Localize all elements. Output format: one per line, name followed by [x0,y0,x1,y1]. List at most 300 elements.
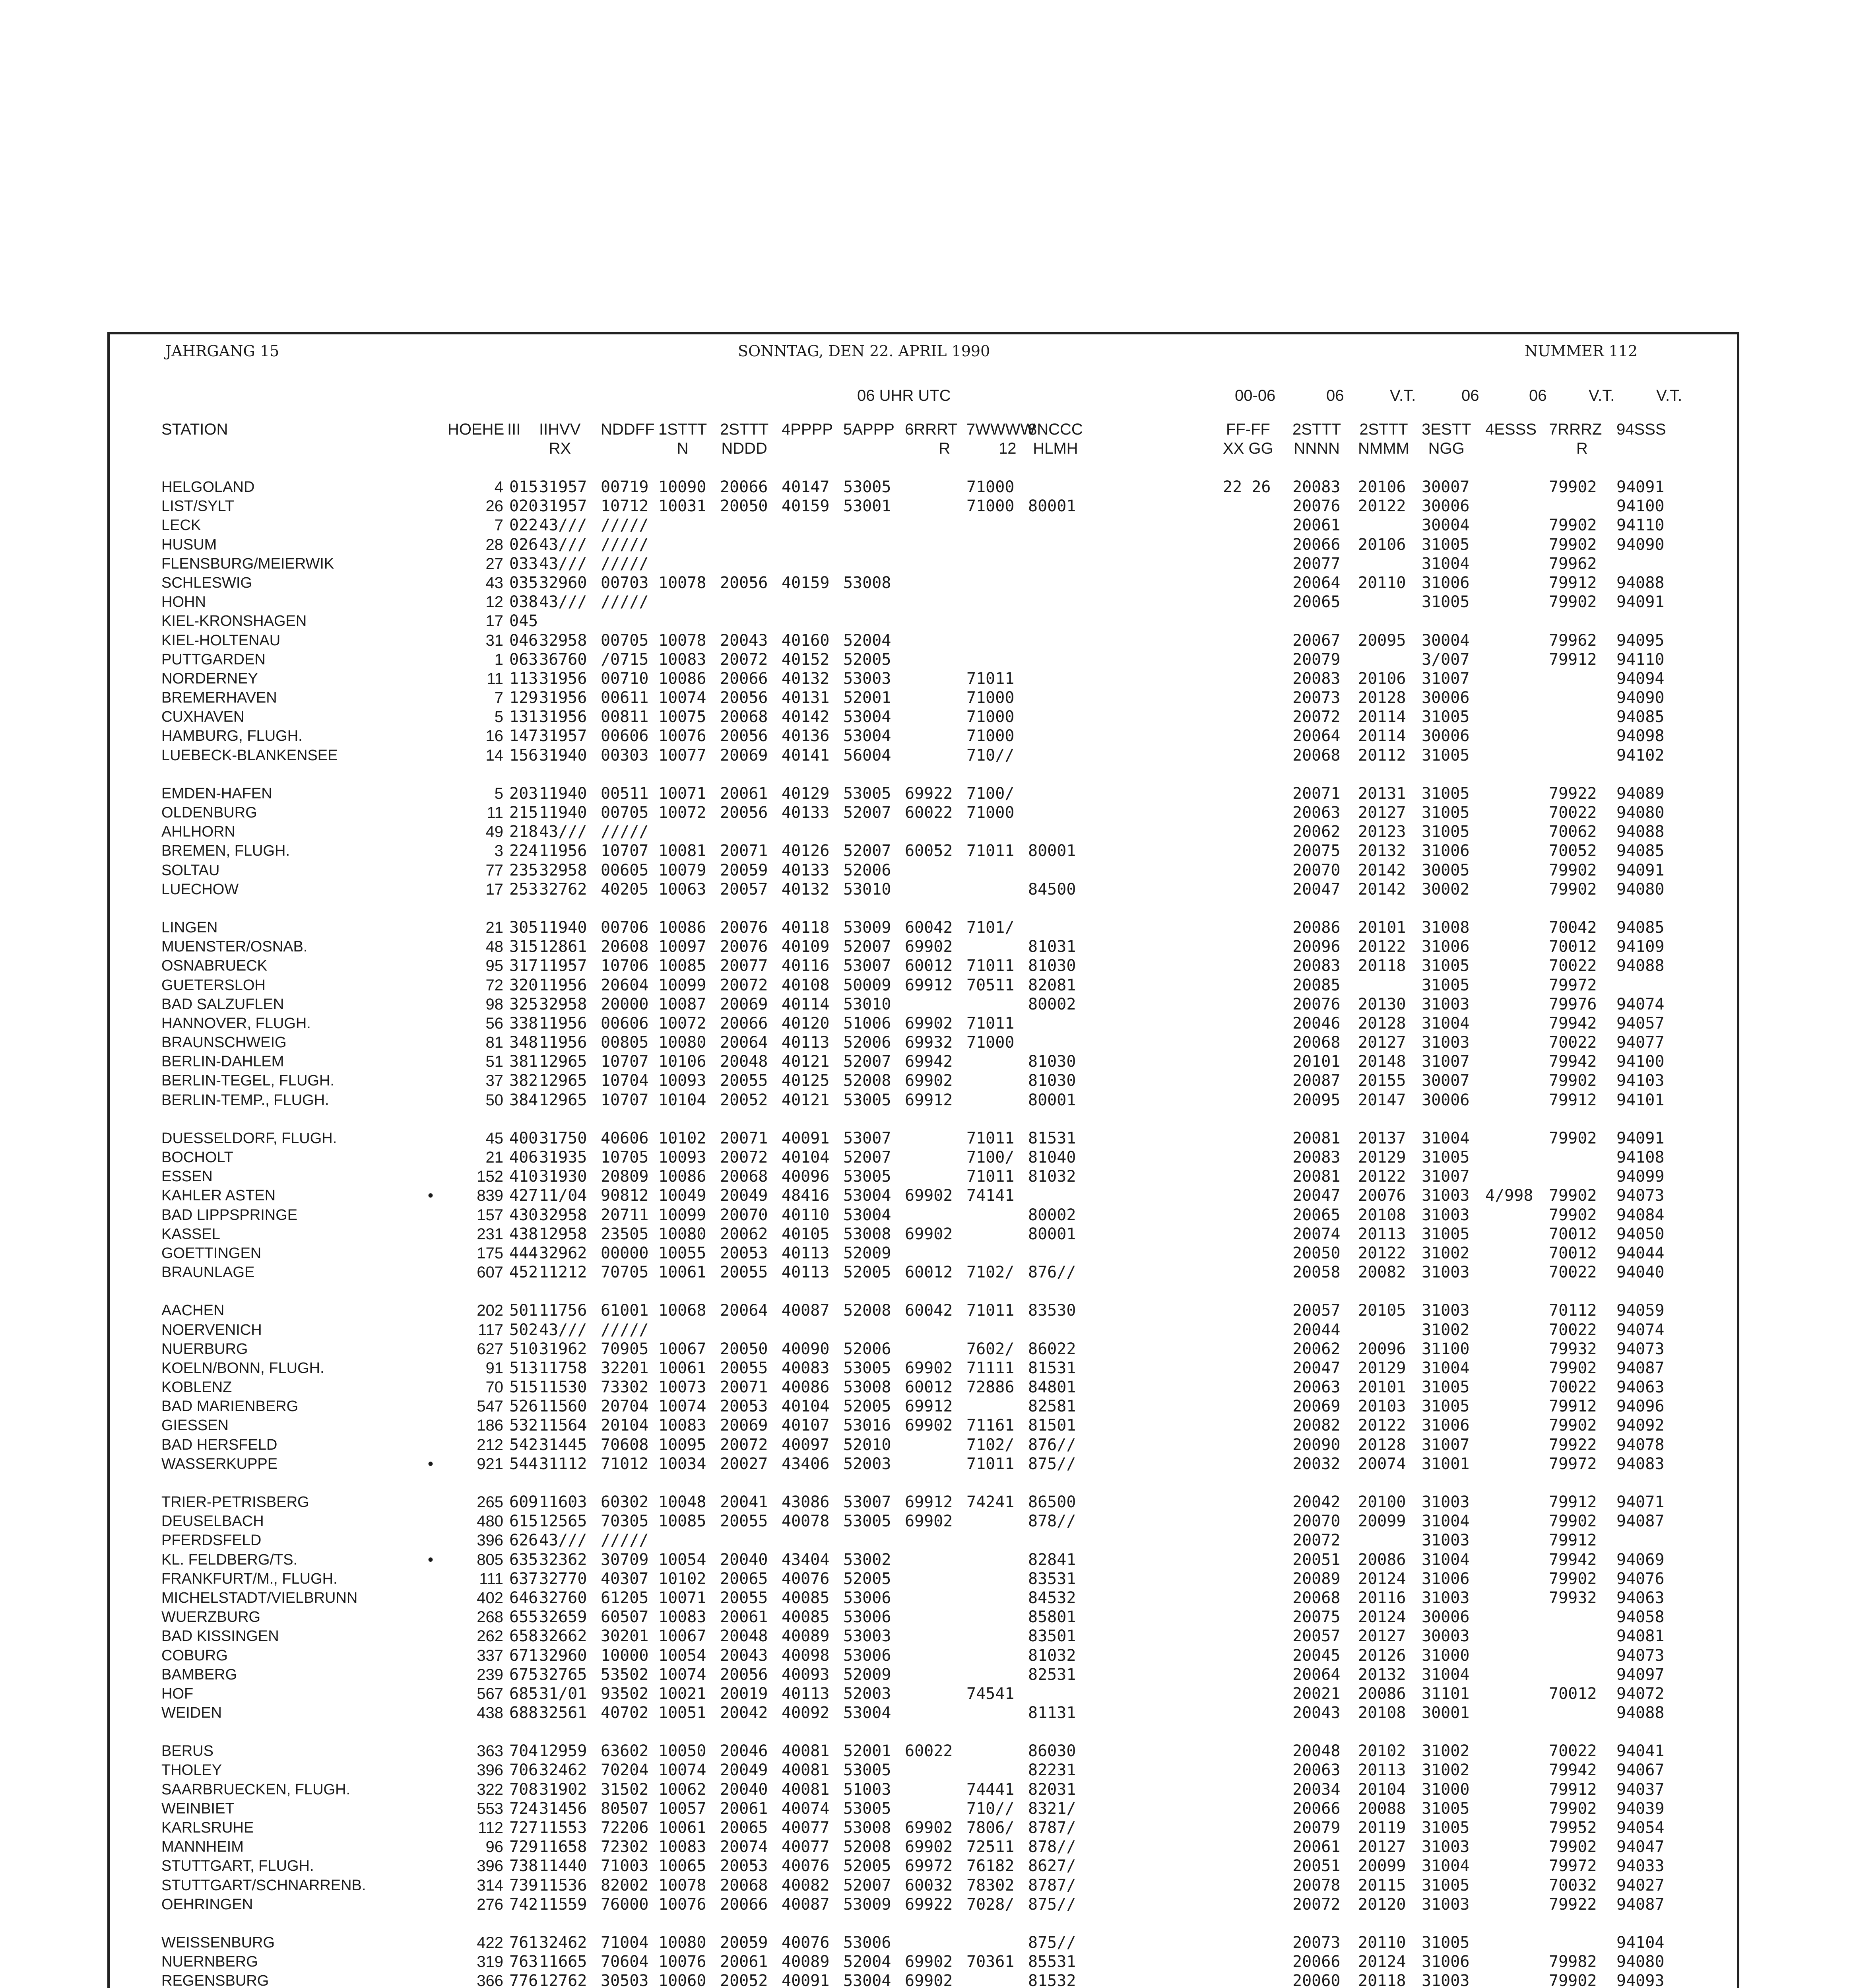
synop-code: 94110 [1616,516,1665,535]
synop-code: 20040 [720,1780,768,1799]
synop-code: 94047 [1616,1838,1665,1856]
station-height: 17 [485,612,503,630]
station-name: NUERBURG [161,1340,248,1357]
synop-code: 53005 [843,784,891,803]
synop-code: 79912 [1549,1493,1597,1511]
station-height: 547 [477,1398,503,1415]
synop-code: 69902 [905,1072,953,1090]
synop-code: 20057 [1292,1301,1341,1320]
table-row [110,726,1737,746]
station-height: 28 [485,536,503,553]
column-header: 94SSS [1616,421,1666,438]
synop-code: 31004 [1422,1857,1470,1875]
synop-code: 30003 [1422,1627,1470,1646]
synop-code: 31957 [539,497,587,516]
synop-code: 10078 [658,573,706,592]
station-id: 325 [509,995,538,1013]
synop-code: 79962 [1549,554,1597,573]
station-name: PUTTGARDEN [161,651,266,668]
synop-code: 11756 [539,1301,587,1320]
synop-code: 71000 [966,497,1015,516]
station-id: 218 [509,823,538,841]
station-id: 430 [509,1206,538,1224]
synop-code: 20105 [1358,1301,1406,1320]
synop-code: 20061 [720,1608,768,1627]
synop-code: 94057 [1616,1014,1665,1033]
station-height: 276 [477,1895,503,1913]
synop-code: 43/// [539,535,587,554]
table-row [110,956,1737,975]
station-height: 98 [485,995,503,1013]
synop-code: 20069 [1292,1397,1341,1416]
table-row [110,478,1737,497]
station-name: BERLIN-DAHLEM [161,1053,284,1070]
synop-code: 20062 [1292,1340,1341,1358]
station-name: KOBLENZ [161,1379,232,1396]
synop-code: 12958 [539,1225,587,1243]
station-name: WUERZBURG [161,1609,261,1626]
synop-code: 70022 [1549,1263,1597,1282]
station-height: 11 [487,670,503,687]
synop-code: 10074 [658,1665,706,1684]
synop-code: 00706 [601,918,649,937]
synop-code: 20102 [1358,1742,1406,1761]
synop-code: 53007 [843,1129,891,1147]
synop-code: 10061 [658,1359,706,1377]
table-row [110,554,1737,573]
station-name: WEINBIET [161,1800,235,1817]
station-height: 56 [485,1014,503,1032]
station-height: 95 [485,957,503,975]
station-name: ESSEN [161,1168,213,1185]
synop-code: 10067 [658,1627,706,1646]
station-name: AHLHORN [161,823,235,841]
station-id: 502 [509,1320,538,1339]
synop-code: 20104 [1358,1780,1406,1799]
synop-code: 20104 [601,1416,649,1435]
station-group [110,1301,1737,1474]
synop-code: 82531 [1028,1665,1076,1684]
synop-code: 32958 [539,995,587,1013]
synop-code: 10000 [601,1646,649,1665]
station-group [110,1493,1737,1722]
synop-code: 40076 [782,1933,830,1952]
synop-code: 4/998 [1485,1186,1533,1205]
synop-code: 40091 [782,1972,830,1988]
station-id: 513 [509,1359,538,1377]
synop-code: 10079 [658,861,706,879]
synop-code: 31003 [1422,1838,1470,1856]
synop-code: 94097 [1616,1665,1665,1684]
synop-code: 79902 [1549,1129,1597,1147]
issue-number: NUMMER 112 [1524,342,1638,360]
synop-code: 40077 [782,1838,830,1856]
synop-code: 52006 [843,1340,891,1358]
synop-code: 31005 [1422,784,1470,803]
synop-code: 40082 [782,1876,830,1895]
synop-code: 20049 [720,1761,768,1780]
synop-code: 10061 [658,1263,706,1282]
synop-code: 20101 [1358,918,1406,937]
synop-code: 20114 [1358,708,1406,726]
synop-code: 40089 [782,1627,830,1646]
synop-code: 10054 [658,1550,706,1569]
synop-code: 79902 [1549,1838,1597,1856]
synop-code: 94085 [1616,918,1665,937]
synop-code: 70604 [601,1953,649,1971]
synop-code: 32958 [539,861,587,879]
synop-code: 31003 [1422,1186,1470,1205]
station-height: 7 [494,689,503,707]
table-row [110,1320,1737,1340]
station-id: 063 [509,650,538,669]
synop-code: 20042 [1292,1493,1341,1511]
synop-code: 52003 [843,1454,891,1473]
synop-code: 32960 [539,1646,587,1665]
synop-code: 20063 [1292,804,1341,822]
synop-code: 20126 [1358,1646,1406,1665]
synop-code: 71011 [966,957,1015,975]
station-height: 402 [477,1589,503,1607]
synop-code: 53001 [843,497,891,516]
synop-code: 10093 [658,1148,706,1167]
synop-code: 40081 [782,1780,830,1799]
synop-code: 20076 [1292,995,1341,1013]
synop-code: 31007 [1422,1435,1470,1454]
station-height: 202 [477,1302,503,1320]
synop-code: 00710 [601,669,649,688]
station-name: AACHEN [161,1302,225,1319]
station-name: HOHN [161,594,206,611]
station-height: 48 [485,938,503,956]
synop-code: 10050 [658,1742,706,1761]
synop-code: 70022 [1549,1033,1597,1052]
synop-code: 32760 [539,1588,587,1607]
table-row [110,1091,1737,1110]
station-name: REGENSBURG [161,1972,269,1988]
station-id: 452 [509,1263,538,1282]
station-id: 444 [509,1244,538,1262]
synop-code: 31004 [1422,1014,1470,1033]
synop-code: 69902 [905,1838,953,1856]
synop-code: 32462 [539,1761,587,1780]
synop-code: 10065 [658,1857,706,1875]
synop-code: 10099 [658,1206,706,1224]
table-row [110,707,1737,726]
synop-code: 20115 [1358,1876,1406,1895]
synop-code: 20061 [720,1799,768,1818]
synop-code: 79902 [1549,1799,1597,1818]
synop-code: 94085 [1616,708,1665,726]
synop-code: 10068 [658,1301,706,1320]
synop-code: 10083 [658,1838,706,1856]
synop-code: 53003 [843,1627,891,1646]
synop-code: 00611 [601,689,649,707]
synop-code: 79912 [1549,1780,1597,1799]
synop-code: 20071 [1292,784,1341,803]
synop-code: 94083 [1616,1454,1665,1473]
synop-code: 69902 [905,1819,953,1837]
table-row [110,1761,1737,1780]
station-name: LUEBECK-BLANKENSEE [161,747,338,764]
synop-code: 30006 [1422,1608,1470,1627]
column-header: FF-FF XX GG [1223,421,1273,457]
synop-code: 94089 [1616,784,1665,803]
synop-code: 94087 [1616,1359,1665,1377]
station-id: 501 [509,1301,538,1320]
synop-code: 79912 [1549,1397,1597,1416]
time-06-label-c: 06 [1529,387,1547,404]
synop-code: 60302 [601,1493,649,1511]
synop-code: 10102 [658,1129,706,1147]
synop-code: 10086 [658,669,706,688]
synop-code: 82031 [1028,1780,1076,1799]
synop-code: 53005 [843,1167,891,1186]
synop-code: 30001 [1422,1704,1470,1722]
synop-code: 80002 [1028,1206,1076,1224]
synop-code: 74141 [966,1186,1015,1205]
station-height: 4 [494,478,503,496]
synop-code: 53006 [843,1646,891,1665]
table-row [110,631,1737,650]
synop-code: 40129 [782,784,830,803]
synop-code: 10086 [658,918,706,937]
synop-code: 20075 [1292,1608,1341,1627]
synop-code: 40098 [782,1646,830,1665]
synop-code: 20124 [1358,1569,1406,1588]
synop-code: 43404 [782,1550,830,1569]
column-header: 4PPPP [782,421,833,438]
station-id: 203 [509,784,538,803]
table-row [110,880,1737,899]
station-id: 320 [509,976,538,994]
synop-code: 71000 [966,804,1015,822]
synop-code: 70042 [1549,918,1597,937]
synop-code: 60052 [905,842,953,860]
table-row [110,1876,1737,1895]
synop-code: 00606 [601,1014,649,1033]
synop-code: 94088 [1616,823,1665,841]
synop-code: 00705 [601,804,649,822]
column-header: 7RRRZ R [1549,421,1602,457]
synop-code: 20043 [720,631,768,650]
synop-code: 52007 [843,804,891,822]
synop-code: 53005 [843,1512,891,1531]
synop-code: 20088 [1358,1799,1406,1818]
synop-code: 82841 [1028,1550,1076,1569]
synop-code: 53004 [843,708,891,726]
synop-code: 90812 [601,1186,649,1205]
column-header: 2STTT NMMM [1358,421,1409,457]
synop-code: 20057 [720,880,768,899]
synop-code: 20122 [1358,1244,1406,1262]
table-row [110,803,1737,822]
station-name: GUETERSLOH [161,977,266,994]
column-header: 4ESSS [1485,421,1537,438]
synop-code: 40089 [782,1953,830,1971]
synop-code: 43/// [539,1320,587,1339]
table-row [110,497,1737,516]
synop-code: 71011 [966,1301,1015,1320]
synop-code: 10074 [658,689,706,707]
station-name: KOELN/BONN, FLUGH. [161,1359,324,1376]
synop-code: 875// [1028,1895,1076,1914]
synop-code: 20082 [1292,1416,1341,1435]
synop-code: 20072 [720,976,768,994]
synop-code: 94096 [1616,1397,1665,1416]
synop-code: 94091 [1616,1129,1665,1147]
synop-code: 20076 [720,938,768,956]
synop-code: 94059 [1616,1301,1665,1320]
station-id: 026 [509,535,538,554]
synop-code: 20122 [1358,1167,1406,1186]
station-height: 152 [477,1168,503,1186]
synop-code: 20137 [1358,1129,1406,1147]
synop-code: 94063 [1616,1378,1665,1397]
synop-code: 72511 [966,1838,1015,1856]
synop-code: 79932 [1549,1588,1597,1607]
synop-code: 70012 [1549,1684,1597,1703]
station-name: LECK [161,517,201,534]
synop-code: 20608 [601,938,649,956]
station-id: 038 [509,593,538,612]
station-id: 235 [509,861,538,879]
synop-code: 70361 [966,1953,1015,1971]
synop-code: 70012 [1549,1225,1597,1243]
synop-code: 94099 [1616,1167,1665,1186]
synop-code: 20055 [720,1359,768,1377]
synop-code: 40105 [782,1225,830,1243]
station-name: KIEL-KRONSHAGEN [161,613,307,630]
synop-code: 81030 [1028,1072,1076,1090]
synop-code: 31005 [1422,1148,1470,1167]
table-row [110,1665,1737,1684]
synop-code: 10080 [658,1033,706,1052]
synop-code: 31006 [1422,938,1470,956]
synop-code: 94094 [1616,669,1665,688]
synop-code: 12762 [539,1972,587,1988]
synop-code: 20061 [1292,516,1341,535]
synop-code: 20047 [1292,1186,1341,1205]
station-id: 655 [509,1608,538,1627]
synop-code: 69902 [905,1014,953,1033]
synop-code: 60507 [601,1608,649,1627]
synop-code: 10099 [658,976,706,994]
synop-code: 30005 [1422,861,1470,879]
synop-code: 30201 [601,1627,649,1646]
synop-code: 20148 [1358,1052,1406,1071]
synop-code: 94091 [1616,861,1665,879]
synop-code: 79902 [1549,478,1597,496]
synop-code: 94085 [1616,842,1665,860]
synop-code: 94102 [1616,746,1665,765]
synop-code: 53005 [843,1799,891,1818]
synop-code: 31005 [1422,823,1470,841]
synop-code: 31956 [539,689,587,707]
station-height: 77 [485,861,503,879]
synop-code: 32962 [539,1244,587,1262]
synop-code: 20051 [1292,1857,1341,1875]
table-row [110,573,1737,592]
table-row [110,1454,1737,1474]
synop-code: 31004 [1422,1550,1470,1569]
station-name: DUESSELDORF, FLUGH. [161,1130,337,1147]
station-height: 480 [477,1512,503,1530]
synop-code: 31005 [1422,804,1470,822]
synop-code: 10072 [658,804,706,822]
synop-code: 31007 [1422,1167,1470,1186]
synop-code: 40087 [782,1895,830,1914]
synop-code: 20056 [720,727,768,746]
station-name: BRAUNSCHWEIG [161,1034,287,1051]
synop-code: 20113 [1358,1225,1406,1243]
station-id: 315 [509,938,538,956]
synop-code: 32561 [539,1704,587,1722]
synop-code: 7806/ [966,1819,1015,1837]
synop-code: 11956 [539,842,587,860]
synop-code: 71000 [966,1033,1015,1052]
synop-code: 94050 [1616,1225,1665,1243]
synop-code: 20089 [1292,1569,1341,1588]
synop-code: 31957 [539,478,587,496]
synop-code: 31002 [1422,1320,1470,1339]
synop-code: 40108 [782,976,830,994]
column-header: III [507,421,521,438]
synop-code: 83531 [1028,1569,1076,1588]
synop-code: 79902 [1549,535,1597,554]
station-name: MUENSTER/OSNAB. [161,938,308,955]
synop-code: 94084 [1616,1206,1665,1224]
synop-code: ///// [601,1531,649,1550]
synop-code: 70022 [1549,957,1597,975]
synop-code: 20061 [720,1953,768,1971]
synop-code: 31002 [1422,1244,1470,1262]
synop-code: 20000 [601,995,649,1013]
synop-code: 79952 [1549,1819,1597,1837]
synop-code: 79902 [1549,1569,1597,1588]
synop-code: 31000 [1422,1646,1470,1665]
synop-code: 20108 [1358,1206,1406,1224]
synop-code: 79902 [1549,1206,1597,1224]
synop-code: 63602 [601,1742,649,1761]
table-row [110,1703,1737,1722]
synop-code: 20068 [1292,1033,1341,1052]
synop-code: 79902 [1549,593,1597,612]
synop-code: 69902 [905,1359,953,1377]
table-row [110,1033,1737,1052]
synop-code: 20132 [1358,842,1406,860]
synop-code: 20127 [1358,804,1406,822]
synop-code: 20050 [720,1340,768,1358]
synop-code: 53009 [843,918,891,937]
synop-code: 20130 [1358,995,1406,1013]
station-height: 16 [485,727,503,745]
station-name: OSNABRUECK [161,957,268,975]
station-id: 635 [509,1550,538,1569]
synop-code: 20064 [720,1301,768,1320]
table-row [110,861,1737,880]
synop-code: 69912 [905,1091,953,1109]
synop-code: 40110 [782,1206,830,1224]
station-height: 17 [485,880,503,898]
table-row [110,1378,1737,1397]
synop-code: 20064 [720,1033,768,1052]
synop-code: 10073 [658,1378,706,1397]
synop-code: 70022 [1549,1742,1597,1761]
synop-code: 40125 [782,1072,830,1090]
synop-code: 94100 [1616,497,1665,516]
synop-code: 875// [1028,1933,1076,1952]
